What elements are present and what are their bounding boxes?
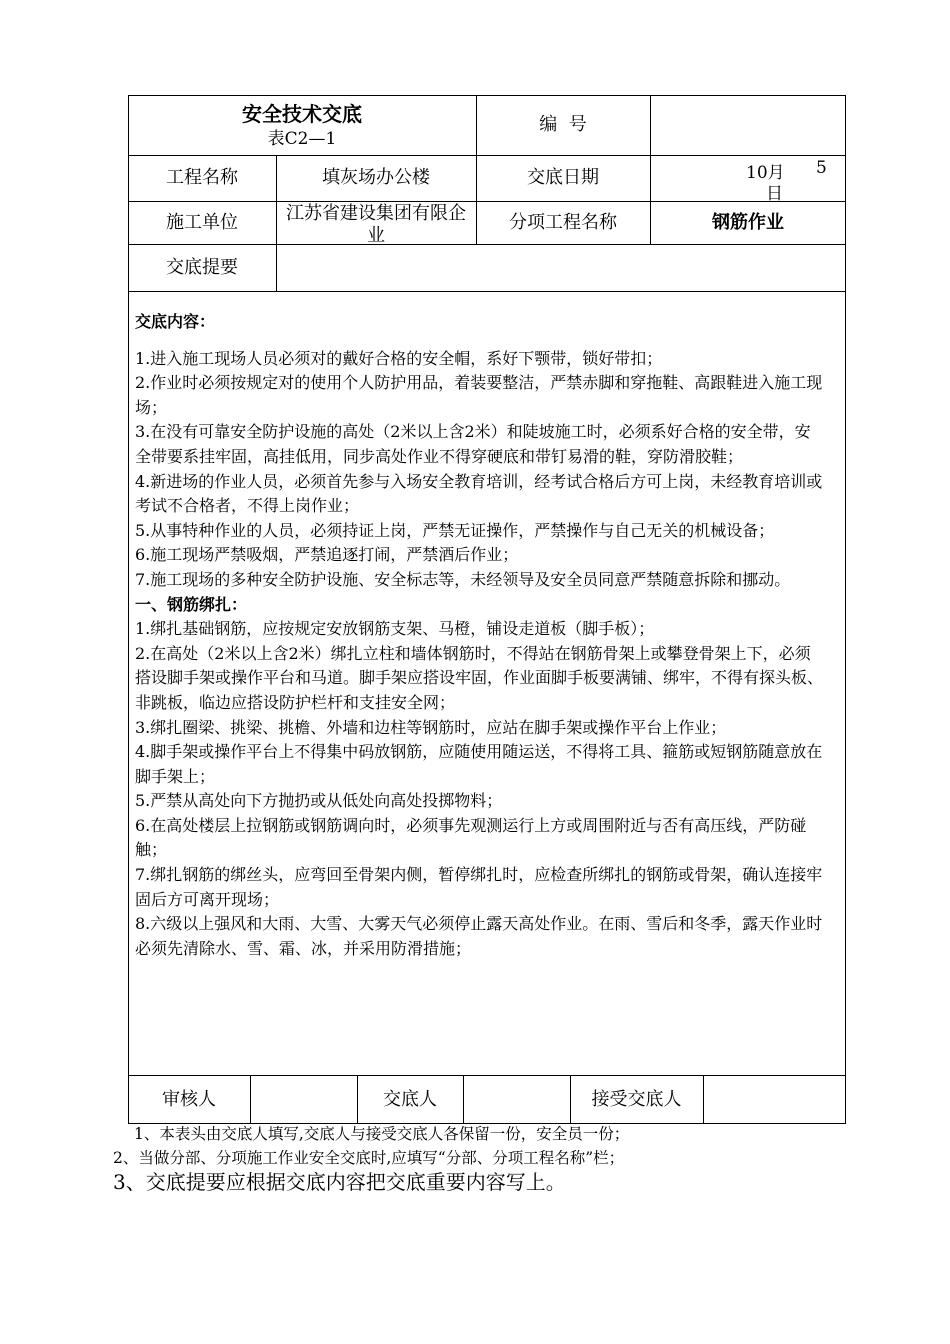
content-heading: 交底内容： [135,312,216,331]
contractor-value-text: 江苏省建设集团有限企业 [286,203,466,244]
reviewer-field[interactable] [250,1075,357,1124]
briefing-date-value[interactable] [650,155,846,204]
list-item: 4.新进场的作业人员，必须首先参与入场安全教育培训，经考试合格后方可上岗，未经教育培训或考试不合格者，不得上岗作业； [135,471,823,516]
subitem-value[interactable]: 钢筋作业 [712,211,784,233]
project-name-label: 工程名称 [166,167,238,188]
list-item: 3.绑扎圈梁、挑梁、挑檐、外墙和边柱等钢筋时，应站在脚手架或操作平台上作业； [135,717,727,737]
table-rule [128,291,846,292]
list-item: 6.在高处楼层上拉钢筋或钢筋调向时，必须事先观测运行上方或周围附近与否有高压线，严防碰触； [135,815,807,860]
section-heading: 一、钢筋绑扎： [135,594,248,614]
project-name-value[interactable]: 填灰场办公楼 [322,167,430,188]
number-label: 编 号 [539,114,587,135]
reviewer-label: 审核人 [162,1088,216,1110]
footnote-1: 1、本表头由交底人填写,交底人与接受交底人各保留一份，安全员一份； [134,1125,630,1143]
rebar-tying-rules-list [135,617,825,961]
general-rules-list [135,347,825,593]
list-item: 1.进入施工现场人员必须对的戴好合格的安全帽，系好下颚带，锁好带扣； [135,348,663,368]
list-item: 7.施工现场的多种安全防护设施、安全标志等，未经领导及安全员同意严禁随意拆除和挪动。 [135,569,791,589]
list-item: 3.在没有可靠安全防护设施的高处（2米以上含2米）和陡坡施工时，必须系好合格的安全带，安全带要系挂牢固，高挂低用，同步高处作业不得穿硬底和带钉易滑的鞋，穿防滑胶鞋； [135,422,811,466]
footnote-3: 3、交底提要应根据交底内容把交底重要内容写上。 [113,1170,566,1194]
receiver-label: 接受交底人 [591,1088,682,1110]
list-item: 8.六级以上强风和大雨、大雪、大雾天气必须停止露天高处作业。在雨、雪后和冬季，露天作业时必须先清除水、雪、霜、冰，并采用防滑措施； [135,914,823,958]
list-item: 5.从事特种作业的人员，必须持证上岗，严禁无证操作，严禁操作与自己无关的机械设备； [135,520,775,540]
list-item: 7.绑扎钢筋的绑丝头，应弯回至骨架内侧，暂停绑扎时，应检查所绑扎的钢筋或骨架，确认连接牢固后方可离开现场； [135,865,823,909]
subitem-label: 分项工程名称 [509,211,617,233]
list-item: 6.施工现场严禁吸烟，严禁追逐打闹，严禁酒后作业； [135,545,519,565]
briefing-content [135,310,825,961]
receiver-field[interactable] [703,1075,846,1124]
list-item: 5.严禁从高处向下方抛扔或从低处向高处投掷物料； [135,791,503,811]
footnote-2: 2、当做分部、分项施工作业安全交底时,应填写“分部、分项工程名称”栏； [113,1149,625,1167]
document-title: 安全技术交底 [242,102,362,126]
contractor-value[interactable] [276,201,476,244]
summary-label: 交底提要 [166,256,238,278]
discloser-label: 交底人 [383,1088,437,1110]
number-field[interactable] [650,95,846,155]
briefing-date-label: 交底日期 [527,167,599,188]
discloser-field[interactable] [463,1075,570,1124]
summary-field[interactable] [276,244,846,291]
list-item: 2.作业时必须按规定对的使用个人防护用品，着装要整洁，严禁赤脚和穿拖鞋、高跟鞋进入施工现场； [135,373,823,417]
date-suffix: 日 [766,184,783,204]
form-code: 表C2—1 [267,129,337,149]
date-month: 10月 [746,163,785,183]
list-item: 2.在高处（2米以上含2米）绑扎立柱和墙体钢筋时，不得站在钢筋骨架上或攀登骨架上下，必须搭设脚手架或操作平台和马道。脚手架应搭设牢固，作业面脚手板要满铺、绑牢，不得有探头板、非跳板，临边应搭设防护栏杆和支挂安全网； [135,643,824,712]
date-day: 5 [816,158,827,178]
list-item: 4.脚手架或操作平台上不得集中码放钢筋，应随使用随运送，不得将工具、箍筋或短钢筋随意放在脚手架上； [135,742,823,786]
contractor-label: 施工单位 [166,211,238,233]
list-item: 1.绑扎基础钢筋，应按规定安放钢筋支架、马橙，铺设走道板（脚手板）； [135,619,655,639]
